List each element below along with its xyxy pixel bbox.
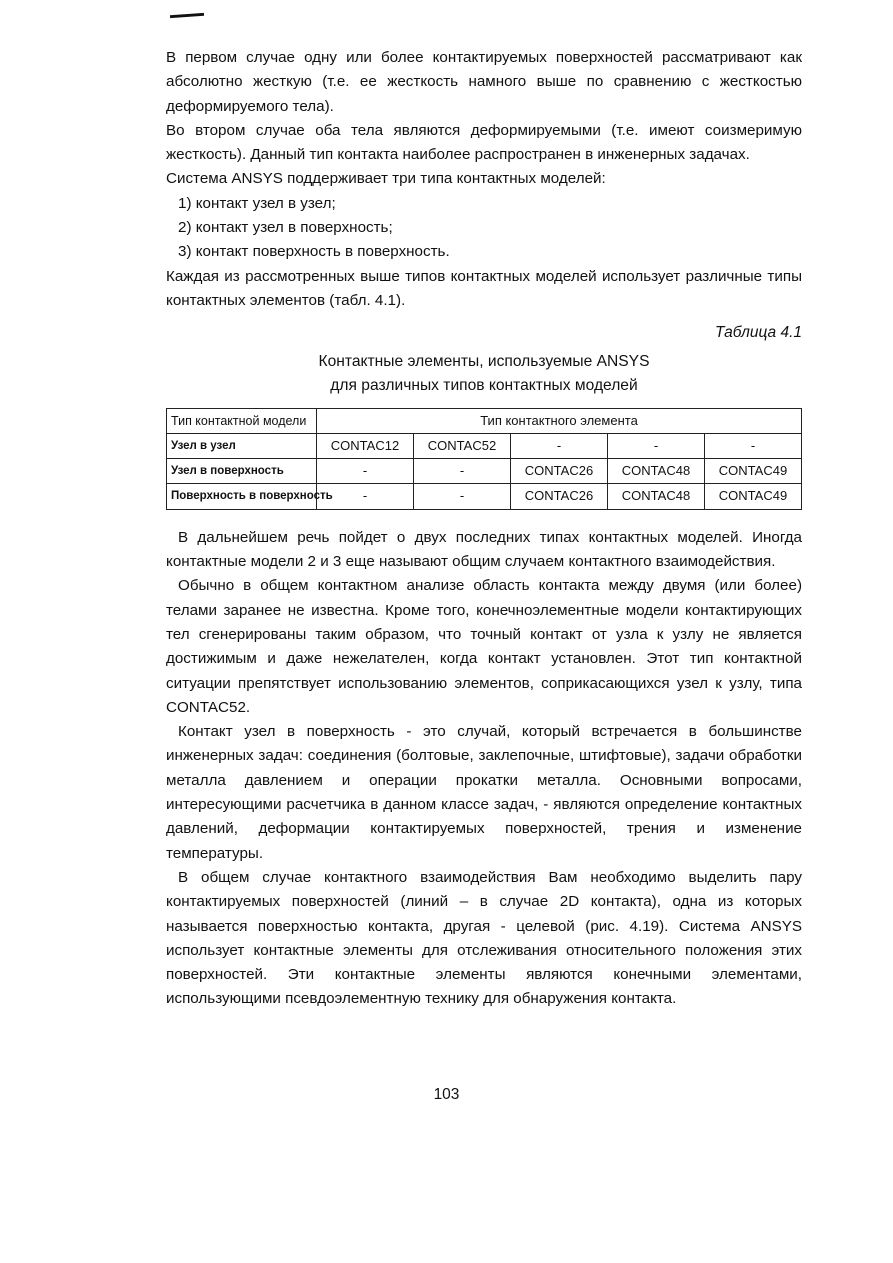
list-item: 3) контакт поверхность в поверхность. [178,243,450,261]
table-cell: CONTAC52 [414,433,511,458]
table-title-line: для различных типов контактных моделей [330,376,638,394]
table-title [166,350,802,398]
list-item: 1) контакт узел в узел; [178,194,336,212]
table-cell: - [511,433,608,458]
scan-mark [170,13,204,18]
table-cell: CONTAC26 [511,459,608,484]
table-cell: CONTAC49 [705,484,802,509]
page-number: 103 [433,1086,460,1103]
table-cell: - [414,484,511,509]
table-header-row [167,408,802,433]
table-caption: Таблица 4.1 [715,324,802,342]
paragraph: Обычно в общем контактном анализе область контакта между двумя (или более) телами заранее не известна. Кроме того, конечноэлементные модели контактирующих тел сгенерированы таким образом, что точный контакт от узла к узлу не является достижимым и даже нежелателен, когда контакт установлен. Этот тип контактной ситуации препятствует использованию элементов, соприкасающихся узел к узлу, типа CONTAC52. [166,577,802,716]
table-cell: CONTAC12 [317,433,414,458]
page-body [166,46,802,1012]
table-row [167,433,802,458]
paragraph: В дальнейшем речь пойдет о двух последних типах контактных моделей. Иногда контактные модели 2 и 3 еще называют общим случаем контактного взаимодействия. [166,528,802,571]
table-cell: CONTAC49 [705,459,802,484]
paragraph: Каждая из рассмотренных выше типов контактных моделей использует различные типы контактных элементов (табл. 4.1). [166,267,802,309]
paragraph: Система ANSYS поддерживает три типа контактных моделей: [166,170,606,188]
list-item: 2) контакт узел в поверхность; [178,219,393,237]
table-cell: - [705,433,802,458]
table-header-model: Тип контактной модели [167,408,317,433]
paragraph: Контакт узел в поверхность - это случай, который встречается в большинстве инженерных задач: соединения (болтовые, заклепочные, штифтовые), задачи обработки металла давлением и операции прокатки металла. Основными вопросами, интересующими расчетчика в данном классе задач, - являются определение контактных давлений, деформации контактируемых поверхностей, трения и изменение температуры. [166,723,802,862]
table-cell: CONTAC26 [511,484,608,509]
paragraph: Во втором случае оба тела являются деформируемыми (т.е. имеют соизмеримую жесткость). Данный тип контакта наиболее распространен в инженерных задачах. [166,121,802,164]
paragraph: В общем случае контактного взаимодействия Вам необходимо выделить пару контактируемых поверхностей (линий – в случае 2D контакта), одна из которых называется поверхностью контакта, другая - целевой (рис. 4.19). Система ANSYS использует контактные элементы для отслеживания относительного положения этих поверхностей. Эти контактные элементы являются конечными элементами, использующими псевдоэлементную технику для обнаружения контакта. [166,868,802,1008]
table-cell-model: Узел в поверхность [167,459,317,484]
table-title-line: Контактные элементы, используемые ANSYS [318,352,650,370]
table-cell: CONTAC48 [608,459,705,484]
table-header-type: Тип контактного элемента [317,408,802,433]
table-cell-model: Поверхность в поверхность [167,484,317,509]
table-cell-model: Узел в узел [167,433,317,458]
table-cell: - [608,433,705,458]
table-cell: - [317,459,414,484]
table-cell: CONTAC48 [608,484,705,509]
table-cell: - [317,484,414,509]
contact-elements-table [166,408,802,510]
table-row [167,459,802,484]
paragraph: В первом случае одну или более контактируемых поверхностей рассматривают как абсолютно жесткую (т.е. ее жесткость намного выше по сравнению с жесткостью деформируемого тела). [166,49,802,115]
table-row [167,484,802,509]
table-cell: - [414,459,511,484]
